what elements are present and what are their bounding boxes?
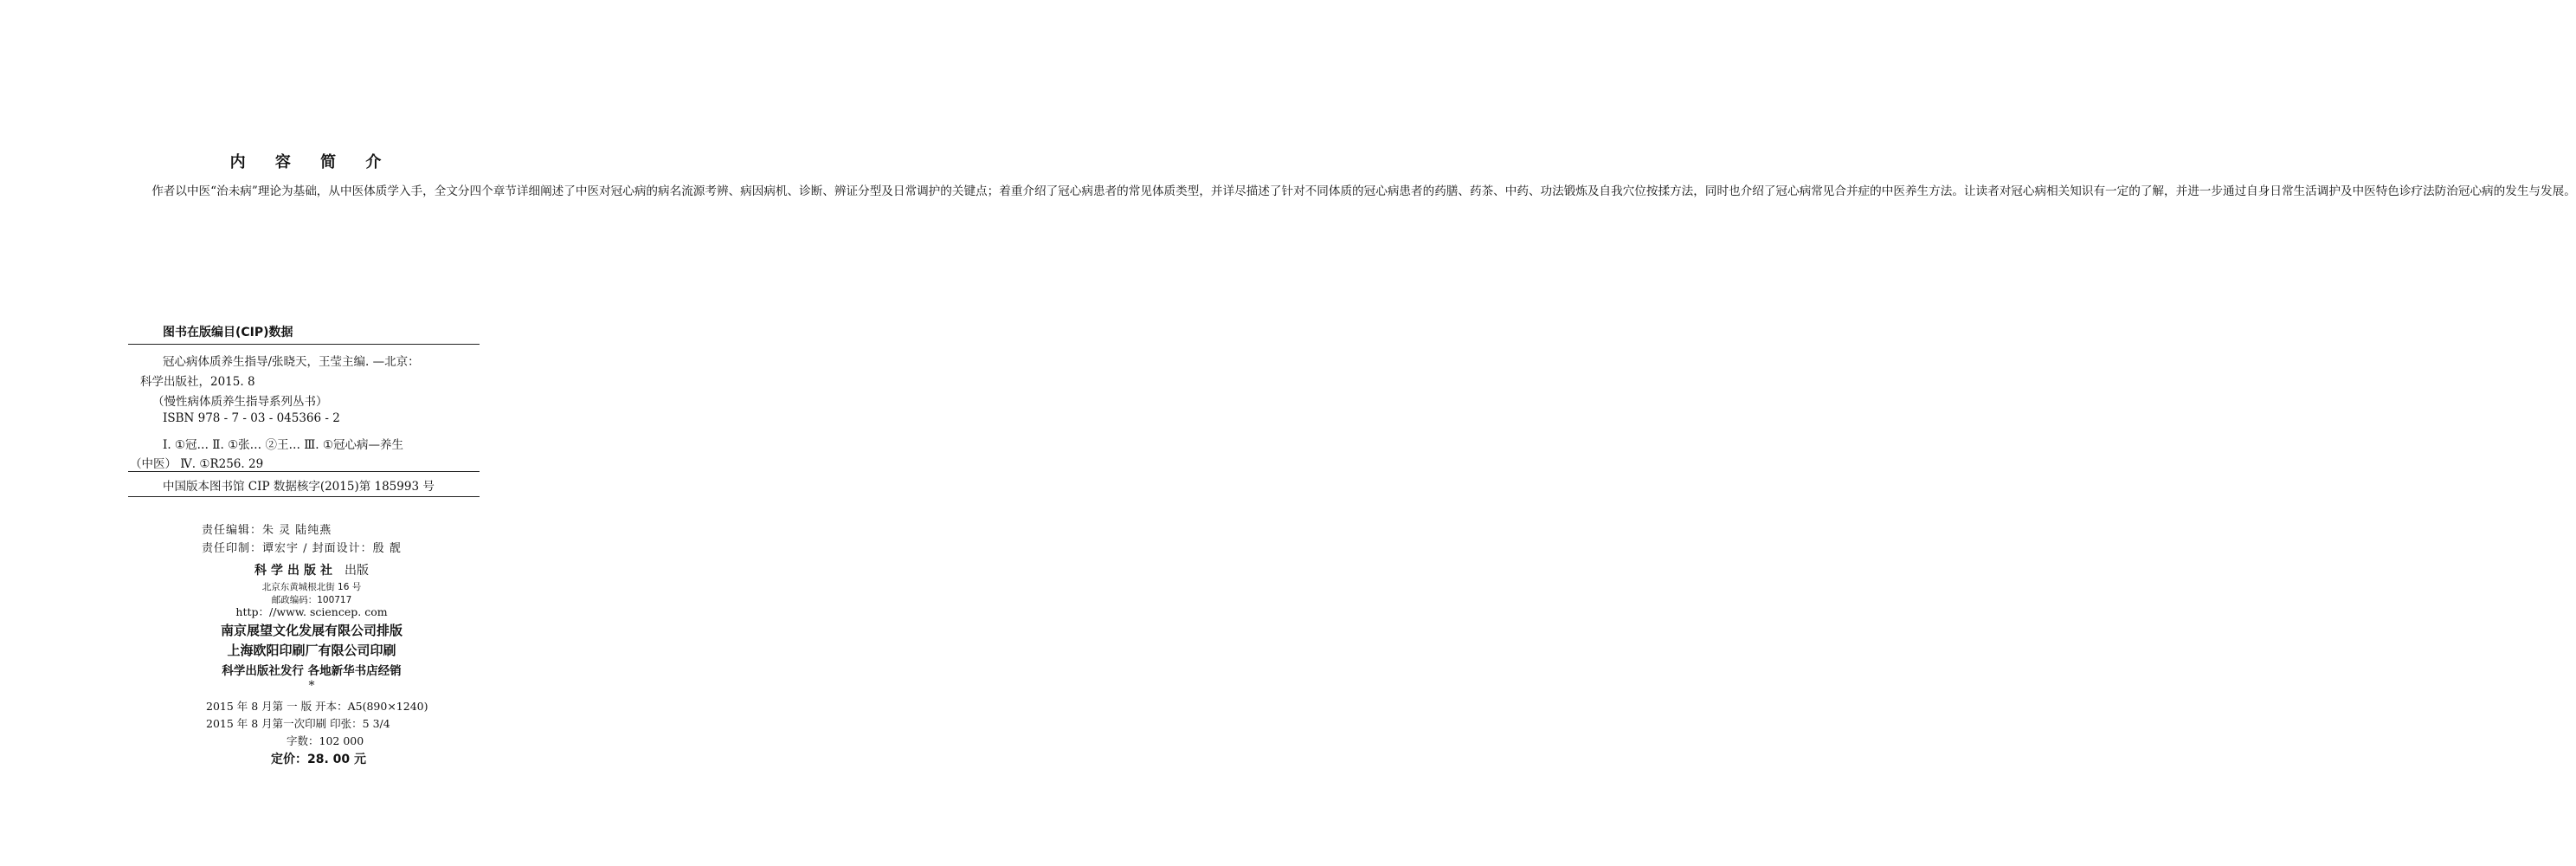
cip-middle-rule	[128, 471, 480, 472]
summary-paragraph: 作者以中医“治未病”理论为基础，从中医体质学入手，全文分四个章节详细阐述了中医对冠心病的病名流源考辨、病因病机、诊断、辨证分型及日常调护的关键点；着重介绍了冠心病患者的常见体质类型，并详尽描述了针对不同体质的冠心病患者的药膳、药茶、中药、功法锻炼及自我穴位按揉方法，同时也介绍了冠心病常见合并症的中医养生方法。让读者对冠心病相关知识有一定的了解，并进一步通过自身日常生活调护及中医特色诊疗法防治冠心病的发生与发展。	[151, 184, 2576, 198]
cip-line-1: 冠心病体质养生指导/张晓天，王莹主编. —北京：	[163, 355, 420, 369]
typesetter: 南京展望文化发展有限公司排版	[220, 623, 402, 638]
cip-verification: 中国版本图书馆 CIP 数据核字(2015)第 185993 号	[163, 480, 435, 494]
credits-print-design: 责任印制：谭宏宇 / 封面设计：殷 靓	[202, 542, 402, 555]
summary-title: 内 容 简 介	[229, 153, 394, 171]
cip-top-rule	[128, 344, 480, 345]
divider-asterisk: *	[308, 679, 315, 693]
credits-editors: 责任编辑：朱 灵 陆纯燕	[202, 524, 332, 537]
printing-info: 2015 年 8 月第一次印刷 印张：5 3/4	[206, 717, 390, 730]
cip-line-2: 科学出版社，2015. 8	[140, 375, 255, 389]
price: 定价：28. 00 元	[271, 753, 367, 766]
summary-body	[128, 182, 2576, 201]
distribution: 科学出版社发行 各地新华书店经销	[222, 664, 402, 678]
cip-classification-2: （中医） Ⅳ. ①R256. 29	[130, 457, 264, 471]
publisher-logo-text: 科学出版社	[254, 564, 337, 578]
publisher-website: http：//www. sciencep. com	[235, 605, 388, 618]
publisher-postcode: 邮政编码：100717	[271, 595, 352, 605]
cip-isbn: ISBN 978 - 7 - 03 - 045366 - 2	[163, 411, 340, 425]
publish-label: 出版	[345, 564, 370, 578]
publisher-address: 北京东黄城根北街 16 号	[261, 582, 362, 592]
edition-info: 2015 年 8 月第 一 版 开本：A5(890×1240)	[206, 700, 428, 713]
publisher-line	[0, 561, 623, 578]
cip-heading: 图书在版编目(CIP)数据	[163, 326, 293, 339]
printer: 上海欧阳印刷厂有限公司印刷	[227, 643, 396, 658]
cip-classification-1: Ⅰ. ①冠… Ⅱ. ①张… ②王… Ⅲ. ①冠心病—养生	[163, 438, 403, 452]
cip-line-3: （慢性病体质养生指导系列丛书）	[152, 395, 328, 409]
cip-bottom-rule	[128, 496, 480, 497]
word-count: 字数：102 000	[287, 734, 364, 747]
